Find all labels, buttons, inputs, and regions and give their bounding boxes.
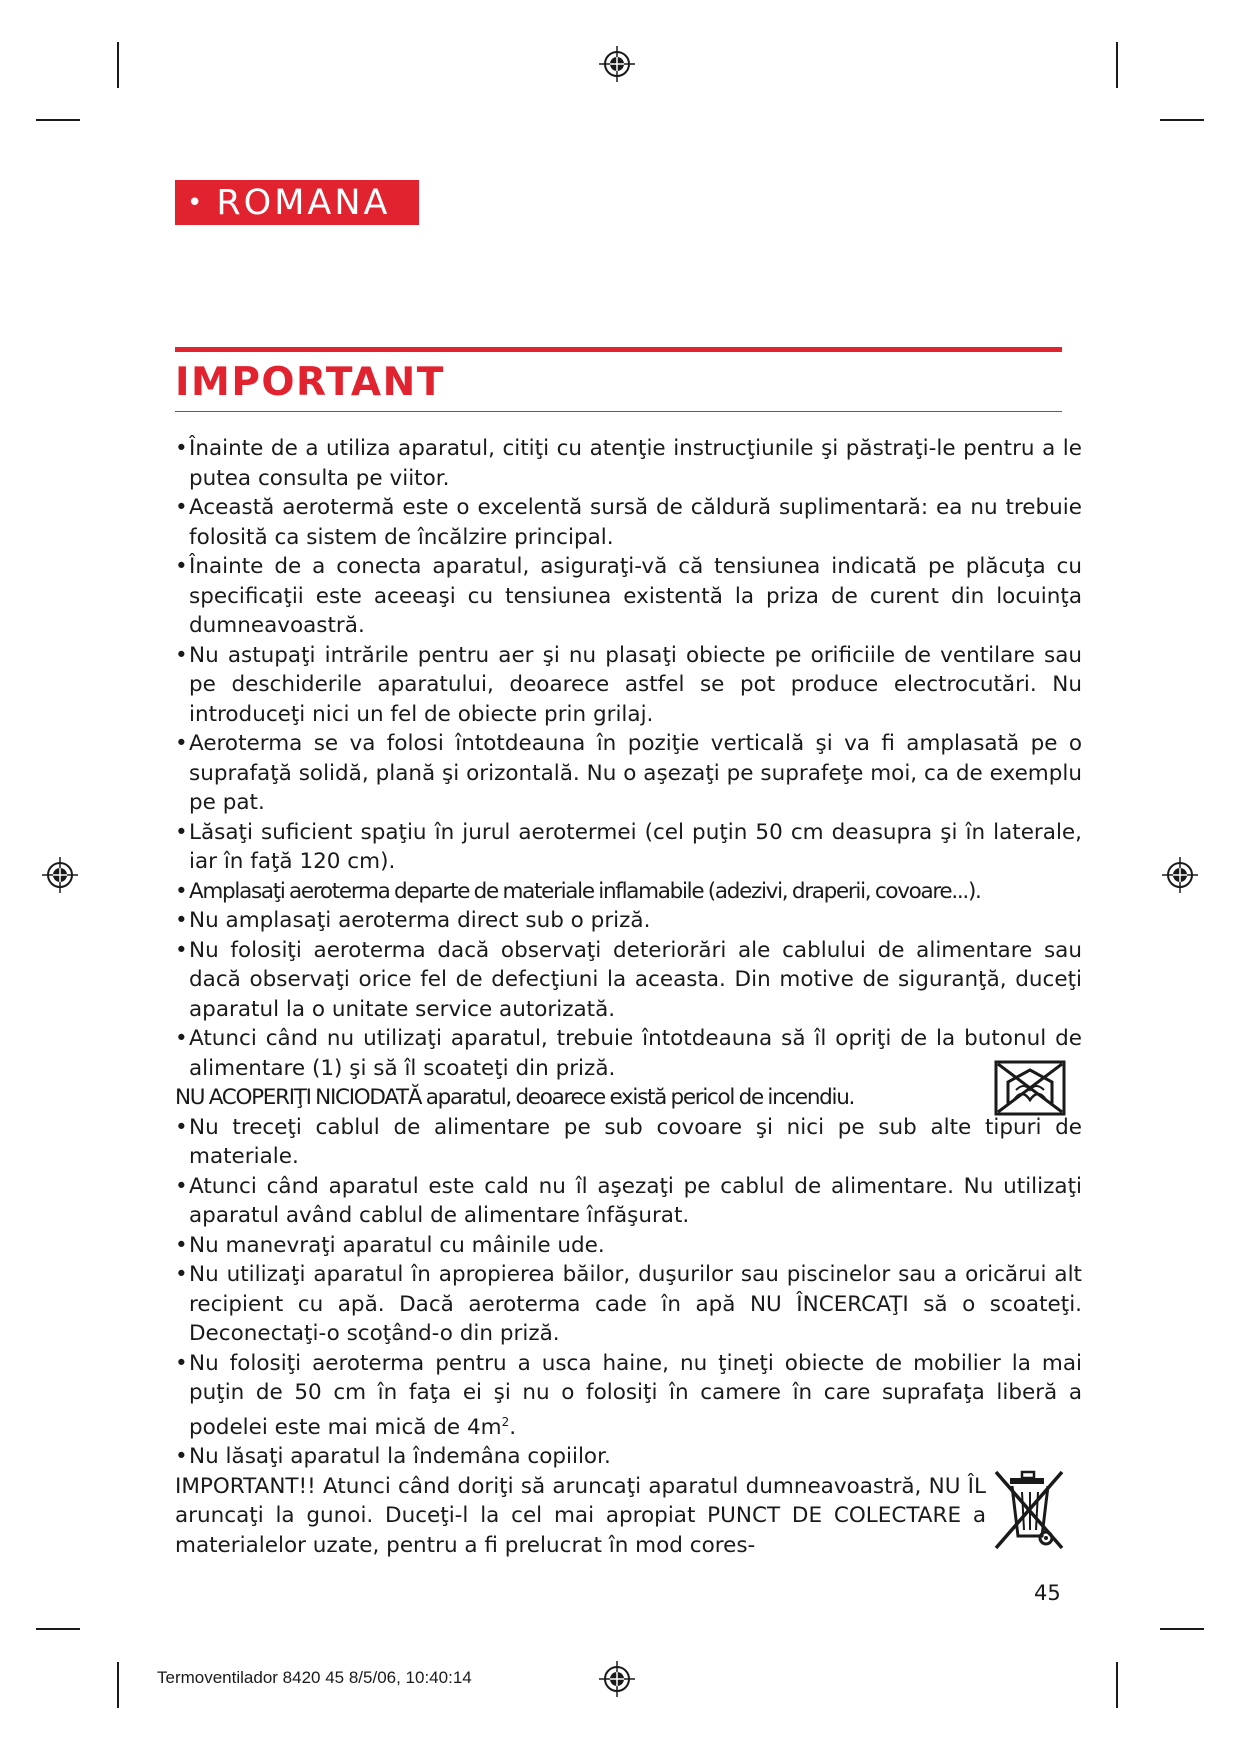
list-item	[175, 877, 1082, 907]
print-footer: Termoventilador 8420 45 8/5/06, 10:40:14	[157, 1668, 472, 1687]
list-item-text: Înainte de a utiliza aparatul, citiţi cu atenţie instrucţiunile şi păstraţi-le pentru a le putea consulta pe viitor.	[189, 436, 1082, 491]
list-item-text: Nu lăsaţi aparatul la îndemâna copiilor.	[189, 1444, 611, 1470]
list-item-text: Aeroterma se va folosi întotdeauna în poziţie verticală şi va fi amplasată pe o suprafaţă solidă, plană şi orizontală. Nu o aşezaţi pe suprafeţe moi, ca de exemplu pe pat.	[189, 731, 1082, 815]
language-tag-bullet: •	[187, 187, 203, 218]
list-item-text: Atunci când aparatul este cald nu îl aşezaţi pe cablul de alimentare. Nu utilizaţi aparatul având cablul de alimentare înfăşurat.	[189, 1173, 1082, 1228]
crop-mark-top-left	[117, 42, 119, 88]
list-item	[175, 1260, 1082, 1349]
list-item	[175, 641, 1082, 730]
list-item	[175, 729, 1082, 818]
list-item-text: Această aerotermă este o excelentă sursă de căldură suplimentară: ea nu trebuie folosită ca sistem de încălzire principal.	[189, 495, 1082, 550]
crop-mark-left-bottom	[36, 1628, 80, 1630]
registration-mark-bottom-icon	[599, 1661, 635, 1697]
list-item	[175, 434, 1082, 493]
list-item	[175, 1172, 1082, 1231]
instruction-list	[175, 434, 1082, 1472]
list-item	[175, 1349, 1082, 1443]
warning-line	[175, 1083, 1082, 1113]
crossed-out-bin-icon	[992, 1466, 1066, 1552]
registration-mark-top-icon	[599, 46, 635, 82]
list-item-text: Nu folosiţi aeroterma dacă observaţi deteriorări ale cablului de alimentare sau dacă observaţi orice fel de defecţiuni la aceasta. Din motive de siguranţă, duceţi aparatul la o unitate service autorizată.	[189, 937, 1082, 1022]
crop-mark-right-bottom	[1160, 1628, 1204, 1630]
heading-rule-bottom	[175, 411, 1062, 412]
crop-mark-left-top	[36, 119, 80, 121]
list-item-text: Amplasaţi aeroterma departe de materiale inflamabile (adezivi, draperii, covoare...).	[189, 878, 981, 904]
list-item-text: Nu folosiţi aeroterma pentru a usca haine, nu ţineţi obiecte de mobilier la mai puţin de 50 cm în faţa ei şi nu o folosiţi în camere în care suprafaţa liberă a podelei este mai mică de 4m	[189, 1350, 1082, 1440]
list-item-superscript: 2	[501, 1414, 510, 1429]
crop-mark-bottom-right	[1116, 1662, 1118, 1708]
registration-mark-left-icon	[42, 857, 78, 893]
list-item	[175, 1113, 1082, 1172]
list-item-text: Lăsaţi suficient spaţiu în jurul aerotermei (cel puţin 50 cm deasupra şi în laterale, iar în faţă 120 cm).	[189, 819, 1082, 874]
list-item-text: Nu treceţi cablul de alimentare pe sub covoare şi nici pe sub alte tipuri de materiale.	[189, 1114, 1082, 1169]
crop-mark-top-right	[1116, 42, 1118, 88]
list-item-text: NU ACOPERIŢI NICIODATĂ aparatul, deoarece există pericol de incendiu.	[175, 1085, 855, 1110]
list-item	[175, 936, 1082, 1025]
do-not-cover-icon	[994, 1060, 1066, 1116]
list-item	[175, 1024, 1082, 1083]
list-item-text: Nu manevraţi aparatul cu mâinile ude.	[189, 1232, 605, 1258]
language-tag	[175, 180, 419, 225]
list-item-text: Atunci când nu utilizaţi aparatul, trebuie întotdeauna să îl opriţi de la butonul de alimentare (1) şi să îl scoateţi din priză.	[189, 1026, 1082, 1081]
list-item	[175, 1442, 1082, 1472]
list-item	[175, 1231, 1082, 1261]
list-item-text: Nu astupaţi intrările pentru aer şi nu plasaţi obiecte pe orificiile de ventilare sau pe deschiderile aparatului, deoarece astfel se pot produce electrocutări. Nu introduceţi nici un fel de obiecte prin grilaj.	[189, 642, 1082, 727]
list-item-text: Nu utilizaţi aparatul în apropierea băilor, duşurilor sau piscinelor sau a oricărui alt recipient cu apă. Dacă aeroterma cade în apă NU ÎNCERCAŢI să o scoateţi. Deconectaţi-o scoţând-o din priză.	[189, 1262, 1082, 1346]
page-number: 45	[1034, 1581, 1061, 1605]
disposal-notice: IMPORTANT!! Atunci când doriţi să aruncaţi aparatul dumneavoastră, NU ÎL aruncaţi la gunoi. Duceţi-l la cel mai apropiat PUNCT DE COLECTARE a materialelor uzate, pentru a fi prelucrat în mod cores-	[175, 1473, 986, 1558]
page-title: IMPORTANT	[175, 360, 445, 405]
crop-mark-bottom-left	[117, 1662, 119, 1708]
registration-mark-right-icon	[1162, 857, 1198, 893]
list-item-text: Nu amplasaţi aeroterma direct sub o priză.	[189, 908, 651, 933]
list-item	[175, 906, 1082, 936]
safety-instructions	[175, 434, 1082, 1560]
list-item-text: Înainte de a conecta aparatul, asiguraţi-vă că tensiunea indicată pe plăcuţa cu specificaţii este aceeaşi cu tensiunea existentă la priza de curent din locuinţa dumneavoastră.	[189, 554, 1082, 638]
heading-rule-top	[175, 347, 1062, 352]
crop-mark-right-top	[1160, 119, 1204, 121]
language-tag-label: ROMANA	[216, 182, 391, 223]
list-item	[175, 552, 1082, 641]
list-item	[175, 493, 1082, 552]
list-item	[175, 818, 1082, 877]
list-item-tail: .	[509, 1414, 517, 1440]
